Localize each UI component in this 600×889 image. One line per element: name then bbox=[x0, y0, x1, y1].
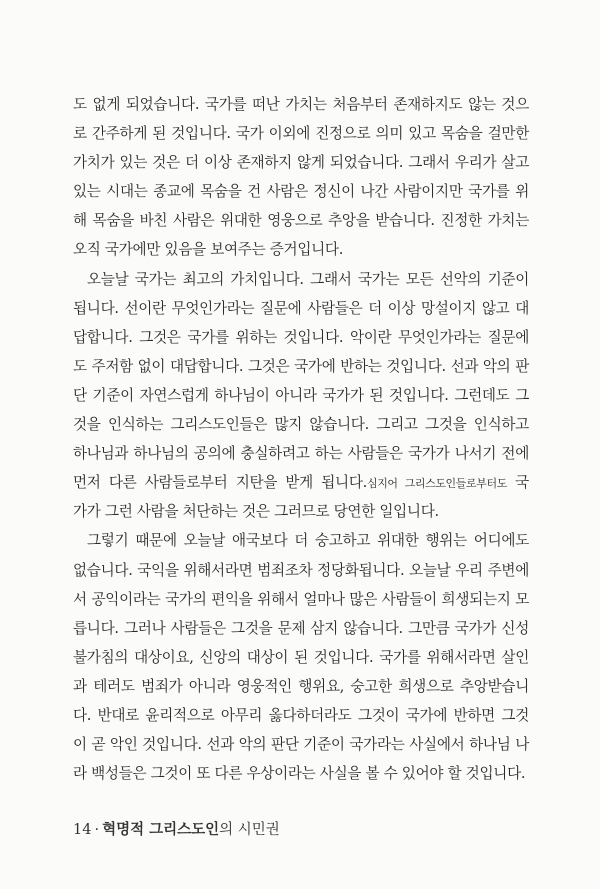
text-line: 해 목숨을 바친 사람은 위대한 영웅으로 추앙을 받습니다. 진정한 가치는 bbox=[73, 212, 529, 230]
text-line: 도 주저함 없이 대답합니다. 그것은 국가에 반하는 것입니다. 선과 악의 판 bbox=[73, 357, 529, 375]
footer-separator: · bbox=[94, 822, 100, 838]
text-line: 있는 시대는 종교에 목숨을 건 사람은 정신이 나간 사람이지만 국가를 위 bbox=[73, 183, 529, 201]
paragraph-2 bbox=[73, 265, 529, 527]
text-line: 것을 인식하는 그리스도인들은 많지 않습니다. 그리고 그것을 인식하고 bbox=[73, 416, 529, 434]
text-line: 가가 그런 사람을 처단하는 것은 그러므로 당연한 일입니다. bbox=[73, 503, 439, 521]
text-line: 답합니다. 그것은 국가를 위하는 것입니다. 악이란 무엇인가라는 질문에 bbox=[73, 328, 529, 346]
line-tail-text: 국 bbox=[506, 474, 529, 492]
text-line: 릅니다. 그러나 사람들은 그것을 문제 삼지 않습니다. 그만큼 국가가 신성 bbox=[73, 619, 529, 637]
text-line: 하나님과 하나님의 공의에 충실하려고 하는 사람들은 국가가 나서기 전에 bbox=[73, 445, 529, 463]
text-line: 오직 국가에만 있음을 보여주는 증거입니다. bbox=[73, 241, 344, 259]
text-line: 없습니다. 국익을 위해서라면 범죄조차 정당화됩니다. 오늘날 우리 주변에 bbox=[73, 561, 529, 579]
book-title-rest: 의 시민권 bbox=[219, 822, 280, 838]
line-main-text: 먼저 다른 사람들로부터 지탄을 받게 됩니다. bbox=[73, 474, 367, 492]
body-text bbox=[73, 90, 529, 788]
text-line: 도 없게 되었습니다. 국가를 떠난 가치는 처음부터 존재하지도 않는 것으 bbox=[73, 96, 529, 113]
text-line: 다. 반대로 윤리적으로 아무리 옳다하더라도 그것이 국가에 반하면 그것 bbox=[73, 706, 529, 724]
small-inline-text: 심지어 그리스도인들로부터도 bbox=[366, 477, 507, 491]
text-line: 단 기준이 자연스럽게 하나님이 아니라 국가가 된 것입니다. 그런데도 그 bbox=[73, 386, 529, 404]
text-line: 가치가 있는 것은 더 이상 존재하지 않게 되었습니다. 그래서 우리가 살고 bbox=[73, 154, 529, 172]
paragraph-1 bbox=[73, 90, 529, 265]
text-line: 로 간주하게 된 것입니다. 국가 이외에 진정으로 의미 있고 목숨을 걸만한 bbox=[73, 125, 529, 143]
text-line: 과 테러도 범죄가 아니라 영웅적인 행위요, 숭고한 희생으로 추앙받습니 bbox=[73, 677, 529, 695]
text-line: 이 곧 악인 것입니다. 선과 악의 판단 기준이 국가라는 사실에서 하나님 나 bbox=[73, 736, 529, 754]
text-line: 오늘날 국가는 최고의 가치입니다. 그래서 국가는 모든 선악의 기준이 bbox=[87, 270, 529, 288]
book-title-bold: 혁명적 그리스도인 bbox=[102, 822, 220, 838]
text-line: 됩니다. 선이란 무엇인가라는 질문에 사람들은 더 이상 망설이지 않고 대 bbox=[73, 299, 529, 317]
text-line: 불가침의 대상이요, 신앙의 대상이 된 것입니다. 국가를 위해서라면 살인 bbox=[73, 648, 529, 666]
page-number: 14 bbox=[73, 822, 92, 838]
text-line-mixed bbox=[73, 468, 529, 497]
text-line: 라 백성들은 그것이 또 다른 우상이라는 사실을 볼 수 있어야 할 것입니다. bbox=[73, 765, 526, 783]
page-footer bbox=[73, 818, 280, 839]
paragraph-3 bbox=[73, 526, 529, 788]
text-line: 그렇기 때문에 오늘날 애국보다 더 숭고하고 위대한 행위는 어디에도 bbox=[87, 532, 529, 550]
text-line: 서 공익이라는 국가의 편익을 위해서 얼마나 많은 사람들이 희생되는지 모 bbox=[73, 590, 529, 608]
